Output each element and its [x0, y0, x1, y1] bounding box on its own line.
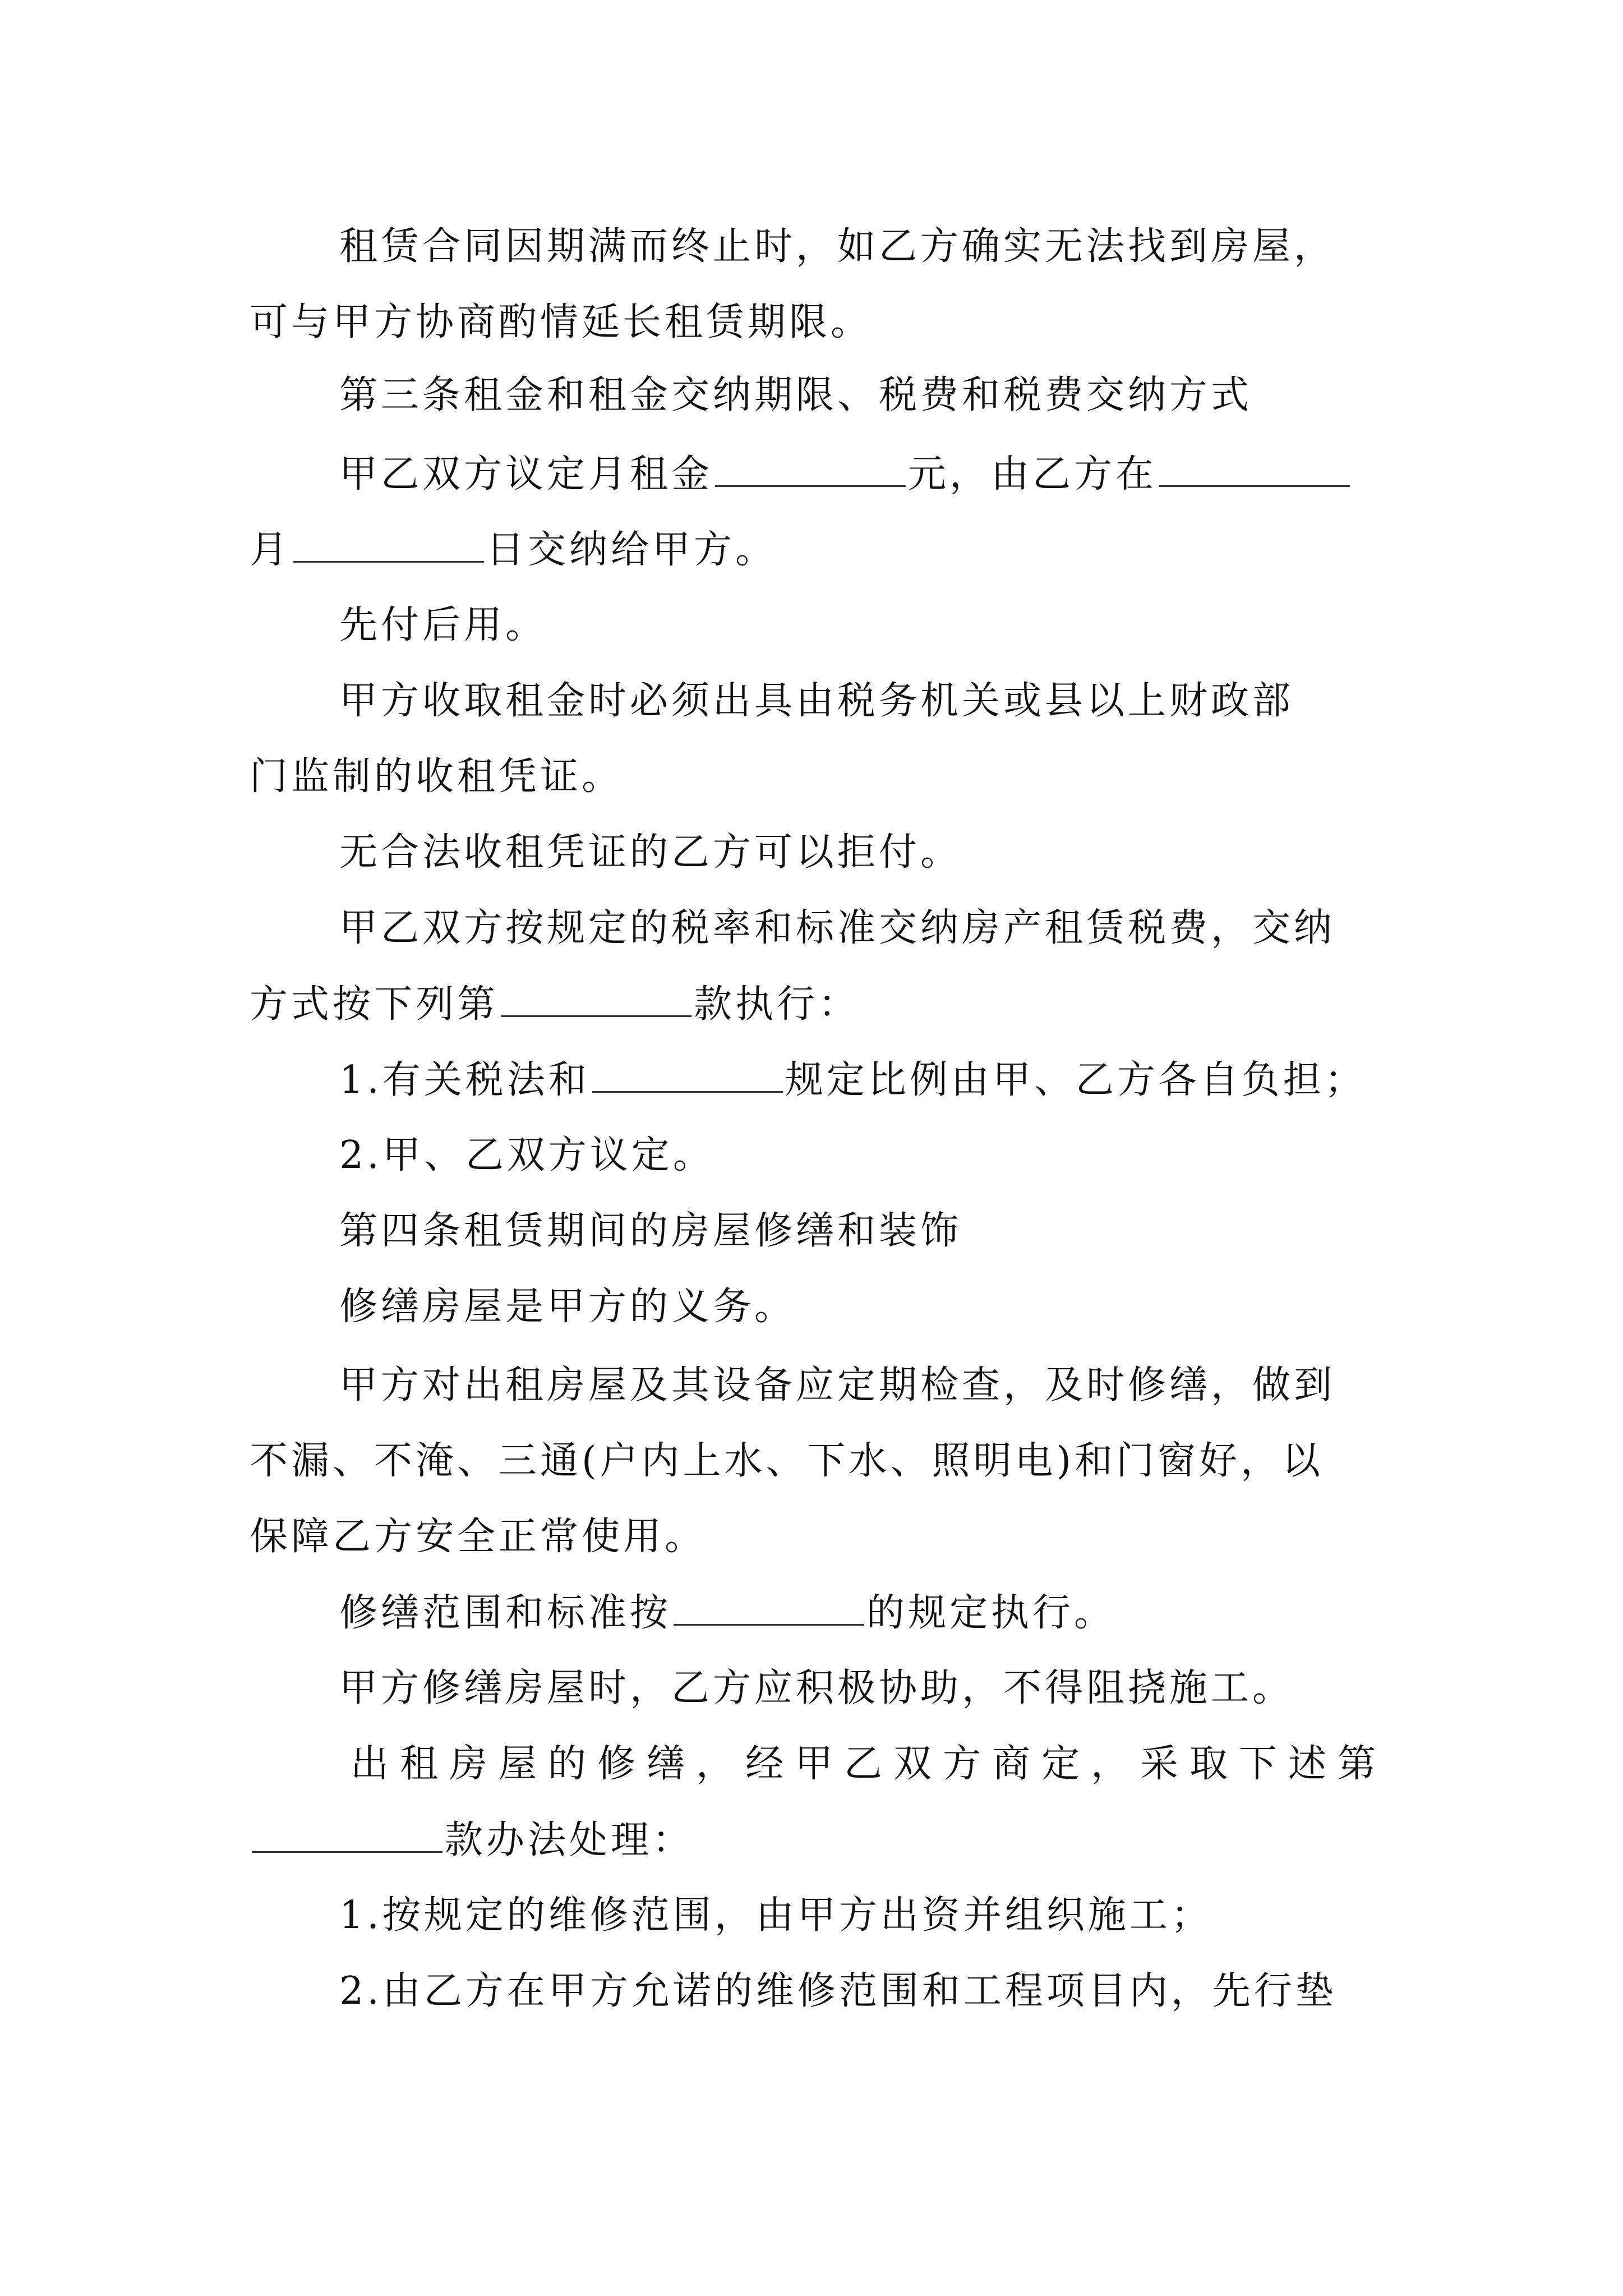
fill-in-blank-payment-month[interactable] [1159, 452, 1350, 487]
fill-in-blank-payment-day[interactable] [293, 527, 484, 563]
text-segment: 第三条租金和租金交纳期限、税费和税费交纳方式 [339, 373, 1253, 417]
fill-in-blank-repair-method[interactable] [252, 1818, 442, 1853]
text-segment: 无合法收租凭证的乙方可以拒付。 [339, 830, 962, 875]
text-segment: 出租房屋的修缮，经甲乙双方商定，采取下述第 [351, 1742, 1387, 1786]
section-heading-article-4 [339, 1209, 962, 1254]
paragraph-line-6 [339, 603, 547, 648]
text-segment: 先付后用。 [339, 603, 547, 647]
text-segment: 的规定执行。 [866, 1591, 1116, 1635]
list-item-repair-2 [339, 1969, 1337, 2014]
text-segment: 1.有关税法和 [339, 1058, 590, 1102]
text-segment: 款执行： [694, 982, 860, 1027]
paragraph-line-8 [250, 754, 623, 799]
paragraph-line-1 [339, 224, 1335, 269]
text-segment: 方式按下列第 [250, 982, 499, 1027]
text-segment: 修缮范围和标准按 [339, 1591, 672, 1635]
text-segment: 甲方对出租房屋及其设备应定期检查，及时修缮，做到 [339, 1363, 1336, 1407]
text-segment: 2.由乙方在甲方允诺的维修范围和工程项目内，先行垫 [339, 1969, 1337, 2013]
text-segment: 甲方收取租金时必须出具由税务机关或县以上财政部 [339, 679, 1294, 723]
paragraph-line-15 [339, 1285, 796, 1329]
text-segment: 甲方修缮房屋时，乙方应积极协助，不得阻挠施工。 [339, 1666, 1294, 1710]
paragraph-line-11 [250, 982, 860, 1027]
text-segment: 元，由乙方在 [908, 452, 1158, 496]
text-segment: 不漏、不淹、三通(户内上水、下水、照明电)和门窗好，以 [250, 1439, 1324, 1483]
paragraph-line-20 [339, 1666, 1294, 1711]
text-segment: 款办法处理： [445, 1818, 694, 1862]
text-segment: 租赁合同因期满而终止时，如乙方确实无法找到房屋， [339, 224, 1336, 269]
paragraph-line-16 [339, 1363, 1335, 1408]
fill-in-blank-monthly-rent[interactable] [715, 452, 906, 487]
paragraph-line-10 [339, 906, 1335, 951]
paragraph-line-2 [250, 300, 872, 345]
text-segment: 月 [250, 528, 292, 572]
paragraph-line-7 [339, 679, 1294, 724]
paragraph-line-4 [339, 452, 1352, 497]
text-segment: 2.甲、乙双方议定。 [339, 1133, 714, 1177]
text-segment: 规定比例由甲、乙方各自负担； [785, 1058, 1366, 1102]
paragraph-line-5 [250, 527, 777, 573]
list-item-repair-1 [339, 1893, 1212, 1938]
text-segment: 可与甲方协商酌情延长租赁期限。 [250, 300, 873, 344]
text-segment: 修缮房屋是甲方的义务。 [339, 1285, 796, 1329]
text-segment: 甲乙双方按规定的税率和标准交纳房产租赁税费，交纳 [339, 906, 1336, 950]
paragraph-line-22 [250, 1818, 694, 1863]
paragraph-line-21 [351, 1742, 1387, 1787]
list-item-2 [339, 1133, 714, 1178]
text-segment: 日交纳给甲方。 [486, 528, 777, 572]
text-segment: 甲乙双方议定月租金 [339, 452, 713, 496]
text-segment: 保障乙方安全正常使用。 [250, 1515, 707, 1559]
paragraph-line-18 [250, 1515, 706, 1559]
text-segment: 第四条租赁期间的房屋修缮和装饰 [339, 1209, 962, 1253]
fill-in-blank-repair-standard[interactable] [674, 1590, 864, 1626]
fill-in-blank-tax-clause[interactable] [501, 982, 691, 1017]
paragraph-line-9 [339, 830, 962, 875]
list-item-1 [339, 1057, 1366, 1103]
text-segment: 1.按规定的维修范围，由甲方出资并组织施工； [339, 1893, 1212, 1938]
fill-in-blank-tax-regulation[interactable] [592, 1057, 783, 1093]
text-segment: 门监制的收租凭证。 [250, 754, 624, 799]
section-heading-article-3 [339, 373, 1252, 418]
paragraph-line-17 [250, 1439, 1324, 1484]
paragraph-line-19 [339, 1590, 1115, 1636]
